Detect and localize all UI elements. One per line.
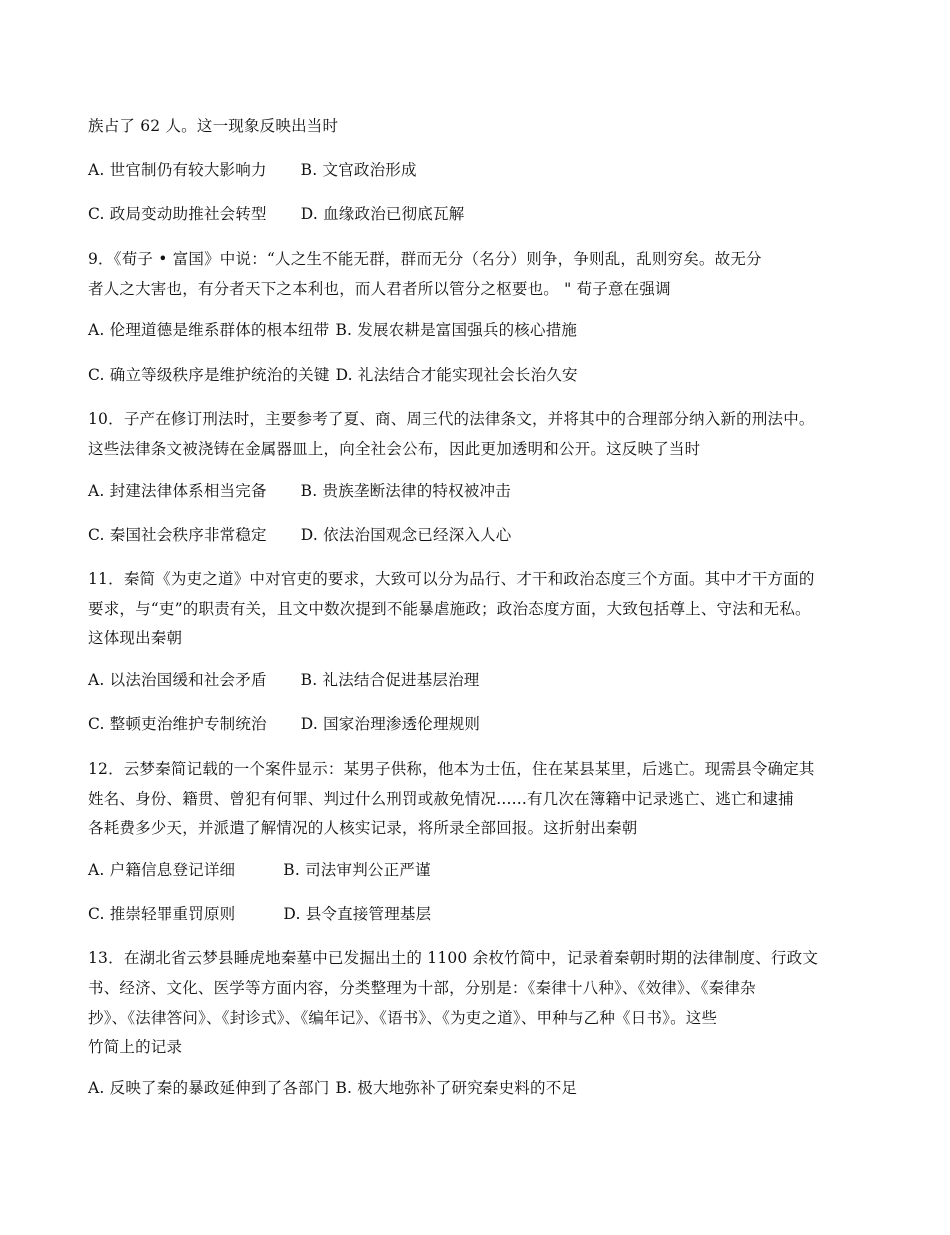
q11-stem-line-3: 这体现出秦朝 bbox=[88, 629, 183, 647]
q10-options-row-2 bbox=[88, 525, 512, 545]
q13-stem-line-4: 竹简上的记录 bbox=[88, 1038, 183, 1056]
q8-option-d[interactable]: D. 血缘政治已彻底瓦解 bbox=[300, 205, 465, 223]
q11-option-b[interactable]: B. 礼法结合促进基层治理 bbox=[300, 671, 480, 689]
q10-stem-line-1: 10．子产在修订刑法时，主要参考了夏、商、周三代的法律条文，并将其中的合理部分纳入新的刑法中。 bbox=[88, 410, 815, 428]
q12-option-d[interactable]: D. 县令直接管理基层 bbox=[283, 905, 432, 923]
q12-stem-line-2: 姓名、身份、籍贯、曾犯有何罪、判过什么刑罚或赦免情况......有几次在簿籍中记录逃亡、逃亡和逮捕 bbox=[88, 790, 794, 808]
q9-option-b[interactable]: B. 发展农耕是富国强兵的核心措施 bbox=[335, 321, 578, 339]
q13-stem-line-3: 抄》、《法律答问》、《封诊式》、《编年记》、《语书》、《为吏之道》、甲种与乙种《日书》。这些 bbox=[88, 1009, 718, 1027]
q8-option-a[interactable]: A. 世官制仍有较大影响力 bbox=[88, 161, 267, 179]
q11-stem-line-2: 要求，与“吏”的职责有关，且文中数次提到不能暴虐施政；政治态度方面，大致包括尊上、守法和无私。 bbox=[88, 600, 811, 618]
q11-option-d[interactable]: D. 国家治理渗透伦理规则 bbox=[300, 715, 481, 733]
q12-stem-line-3: 各耗费多少天，并派遣了解情况的人核实记录，将所录全部回报。这折射出秦朝 bbox=[88, 819, 638, 837]
q9-option-c[interactable]: C. 确立等级秩序是维护统治的关键 bbox=[88, 366, 330, 384]
q8-option-b[interactable]: B. 文官政治形成 bbox=[300, 161, 417, 179]
q10-option-d[interactable]: D. 依法治国观念已经深入人心 bbox=[300, 526, 512, 544]
q11-option-a[interactable]: A. 以法治国缓和社会矛盾 bbox=[88, 671, 267, 689]
q12-options-row-1 bbox=[88, 860, 431, 880]
q8-options-row-2 bbox=[88, 204, 464, 224]
q8-option-c[interactable]: C. 政局变动助推社会转型 bbox=[88, 205, 267, 223]
q12-stem-line-1: 12．云梦秦简记载的一个案件显示：某男子供称，他本为士伍，住在某县某里，后逃亡。现需县令确定其 bbox=[88, 760, 815, 778]
q12-option-b[interactable]: B. 司法审判公正严谨 bbox=[283, 861, 431, 879]
q9-option-d[interactable]: D. 礼法结合才能实现社会长治久安 bbox=[335, 366, 578, 384]
q10-option-a[interactable]: A. 封建法律体系相当完备 bbox=[88, 482, 267, 500]
q13-option-a[interactable]: A. 反映了秦的暴政延伸到了各部门 bbox=[88, 1079, 330, 1097]
q9-options-row-1 bbox=[88, 320, 577, 340]
q10-option-c[interactable]: C. 秦国社会秩序非常稳定 bbox=[88, 526, 267, 544]
q9-stem-line-1: 9．《荀子 • 富国》中说：“人之生不能无群，群而无分（名分）则争，争则乱，乱则穷矣。故无分 bbox=[88, 250, 762, 268]
q11-options-row-1 bbox=[88, 670, 480, 690]
q12-options-row-2 bbox=[88, 904, 431, 924]
q9-options-row-2 bbox=[88, 365, 578, 385]
q10-options-row-1 bbox=[88, 481, 511, 501]
q13-stem-line-1: 13．在湖北省云梦县睡虎地秦墓中已发掘出土的 1100 余枚竹简中，记录着秦朝时期的法律制度、行政文 bbox=[88, 949, 819, 967]
q12-option-a[interactable]: A. 户籍信息登记详细 bbox=[88, 861, 236, 879]
q8-options-row-1 bbox=[88, 160, 417, 180]
q11-options-row-2 bbox=[88, 714, 480, 734]
q10-option-b[interactable]: B. 贵族垄断法律的特权被冲击 bbox=[300, 482, 511, 500]
q12-option-c[interactable]: C. 推崇轻罪重罚原则 bbox=[88, 905, 236, 923]
q13-options-row-1 bbox=[88, 1078, 577, 1098]
q13-stem-line-2: 书、经济、文化、医学等方面内容，分类整理为十部，分别是：《秦律十八种》、《效律》、《秦律杂 bbox=[88, 979, 756, 997]
q9-stem-line-2: 者人之大害也，有分者天下之本利也，而人君者所以管分之枢要也。 " 荀子意在强调 bbox=[88, 280, 671, 298]
q10-stem-line-2: 这些法律条文被浇铸在金属器皿上，向全社会公布，因此更加透明和公开。这反映了当时 bbox=[88, 440, 701, 458]
q9-option-a[interactable]: A. 伦理道德是维系群体的根本纽带 bbox=[88, 321, 330, 339]
q11-stem-line-1: 11．秦简《为吏之道》中对官吏的要求，大致可以分为品行、才干和政治态度三个方面。其中才干方面的 bbox=[88, 570, 815, 588]
q13-option-b[interactable]: B. 极大地弥补了研究秦史料的不足 bbox=[335, 1079, 578, 1097]
q11-option-c[interactable]: C. 整顿吏治维护专制统治 bbox=[88, 715, 267, 733]
q8-stem-tail: 族占了 62 人。这一现象反映出当时 bbox=[88, 117, 339, 135]
